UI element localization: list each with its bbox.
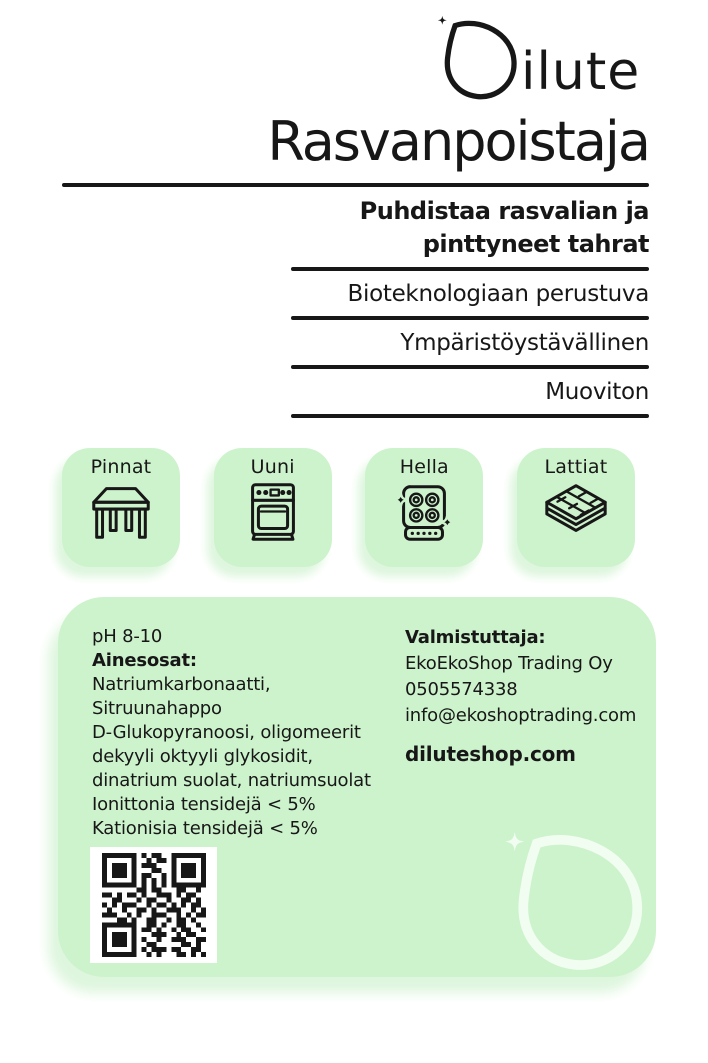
ingredients-block	[92, 625, 371, 841]
usage-card-label: Lattiat	[544, 456, 608, 478]
page-title: Rasvanpoistaja	[267, 110, 649, 173]
tagline-line1: Puhdistaa rasvalian ja	[359, 197, 649, 225]
info-panel	[58, 597, 656, 977]
sparkle-icon	[438, 16, 447, 25]
brand-wordmark: ilute	[521, 42, 641, 102]
phone-number: 0505574338	[405, 679, 518, 700]
usage-card-lattiat	[517, 448, 635, 567]
ingredient-line: dinatrium suolat, natriumsuolat	[92, 770, 371, 791]
drop-logo-icon	[434, 12, 520, 104]
watermark-drop-icon	[498, 823, 650, 975]
table-icon	[86, 478, 156, 544]
sparkle-icon	[505, 832, 524, 851]
product-tagline	[360, 195, 649, 261]
divider-rule	[62, 183, 649, 187]
feature-item: Ympäristöystävällinen	[400, 329, 649, 356]
feature-item: Muoviton	[545, 378, 649, 405]
usage-card-hella	[365, 448, 483, 567]
usage-card-label: Hella	[399, 456, 449, 478]
website-url: diluteshop.com	[405, 742, 576, 766]
ingredient-line: Sitruunahappo	[92, 698, 222, 719]
flooring-icon	[541, 478, 611, 544]
sparkle-icon	[394, 493, 409, 508]
manufacturer-block	[405, 625, 636, 767]
manufacturer-name: EkoEkoShop Trading Oy	[405, 653, 613, 674]
feature-item: Bioteknologiaan perustuva	[347, 280, 649, 307]
usage-card-label: Uuni	[250, 456, 295, 478]
ph-value: pH 8-10	[92, 626, 163, 647]
email-address: info@ekoshoptrading.com	[405, 705, 637, 726]
ingredient-line: D-Glukopyranoosi, oligomeerit	[92, 722, 361, 743]
feature-list	[291, 267, 649, 418]
usage-card-label: Pinnat	[90, 456, 152, 478]
usage-card-pinnat	[62, 448, 180, 567]
qr-code	[90, 847, 217, 963]
oven-icon	[238, 478, 308, 544]
ingredient-line: Natriumkarbonaatti,	[92, 674, 271, 695]
divider-rule	[291, 414, 649, 418]
stovetop-icon	[389, 478, 459, 544]
tagline-line2: pinttyneet tahrat	[422, 230, 649, 258]
ingredient-line: dekyyli oktyyli glykosidit,	[92, 746, 313, 767]
ingredient-line: Kationisia tensidejä < 5%	[92, 818, 318, 839]
ingredient-line: Ionittonia tensidejä < 5%	[92, 794, 316, 815]
brand-logo	[434, 12, 640, 104]
qr-code-matrix	[102, 853, 206, 957]
manufacturer-heading: Valmistuttaja:	[405, 627, 546, 648]
ingredients-heading: Ainesosat:	[92, 650, 197, 671]
usage-card-uuni	[214, 448, 332, 567]
usage-card-row	[62, 448, 635, 567]
